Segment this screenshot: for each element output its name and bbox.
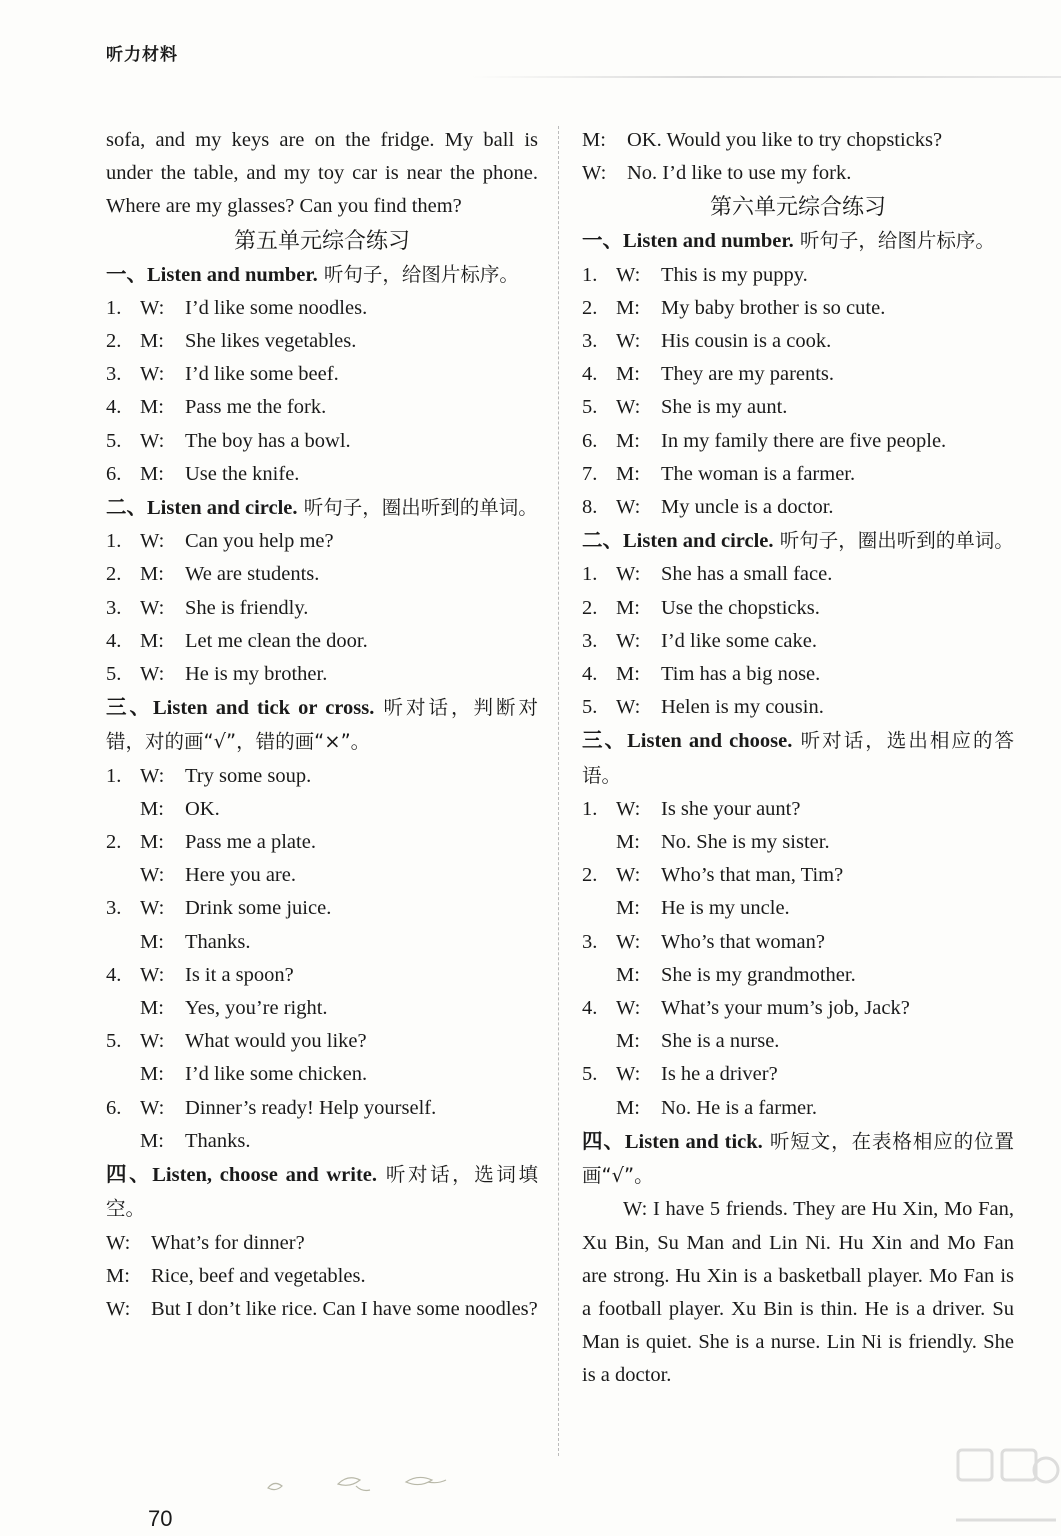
- speaker-label: M:: [140, 563, 164, 586]
- section-title-cn: 听句子，给图片标序。: [793, 229, 995, 253]
- section-number: 三、: [582, 730, 628, 753]
- item-number: 3.: [106, 363, 122, 386]
- dialog-line: [106, 1260, 538, 1293]
- speaker-label: M:: [140, 997, 164, 1020]
- unit5-title: 第五单元综合练习: [233, 228, 410, 254]
- item-text: What would you like?: [185, 1030, 367, 1053]
- indent-spacer: [582, 826, 616, 859]
- item-text: Helen is my cousin.: [661, 696, 824, 719]
- item-number: 2.: [582, 596, 598, 619]
- item-text: I’d like some beef.: [185, 363, 339, 386]
- section-title-en: Listen and circle.: [623, 530, 774, 553]
- list-item: [582, 859, 1014, 892]
- item-text: Is she your aunt?: [661, 797, 801, 820]
- item-text: She is my aunt.: [661, 396, 788, 419]
- speaker-label: W:: [616, 563, 641, 586]
- list-item-reply: [106, 793, 538, 826]
- item-number: 7.: [582, 462, 598, 485]
- item-text: OK.: [185, 797, 220, 820]
- section-heading: [582, 1125, 1014, 1193]
- item-number: 1.: [106, 296, 122, 319]
- speaker-label: W:: [140, 429, 165, 452]
- right-column: [582, 124, 1014, 1393]
- indent-spacer: [106, 926, 140, 959]
- dialog-text: No. I’d like to use my fork.: [627, 162, 852, 185]
- list-item: [582, 325, 1014, 358]
- item-text: Pass me a plate.: [185, 831, 316, 854]
- list-item: [582, 992, 1014, 1025]
- speaker-label: M:: [616, 429, 640, 452]
- speaker-label: W:: [106, 1231, 131, 1254]
- list-item: [582, 358, 1014, 391]
- decorative-leaf-ornament: [238, 1470, 468, 1500]
- item-text: They are my parents.: [661, 363, 835, 386]
- item-number: 4.: [106, 963, 122, 986]
- list-item: [582, 425, 1014, 458]
- item-number: 1.: [582, 563, 598, 586]
- dialog-text: Rice, beef and vegetables.: [151, 1264, 366, 1287]
- list-item: [582, 391, 1014, 424]
- speaker-label: W:: [616, 797, 641, 820]
- list-item: [106, 325, 538, 358]
- speaker-label: W:: [140, 897, 165, 920]
- list-item: [106, 525, 538, 558]
- item-number: 1.: [106, 530, 122, 553]
- speaker-label: W:: [616, 1063, 641, 1086]
- item-text: I’d like some cake.: [661, 629, 817, 652]
- section-heading: [582, 724, 1014, 792]
- dialog-line: [106, 1227, 538, 1260]
- item-text: Try some soup.: [185, 764, 312, 787]
- speaker-label: M:: [582, 129, 606, 151]
- speaker-label: M:: [140, 831, 164, 854]
- item-text: Let me clean the door.: [185, 629, 368, 652]
- speaker-label: W:: [616, 997, 641, 1020]
- left-column: [106, 124, 538, 1326]
- column-divider: [558, 126, 559, 1456]
- item-text: She is my grandmother.: [661, 963, 856, 986]
- indent-spacer: [106, 1125, 140, 1158]
- page-number: 70: [148, 1506, 173, 1531]
- list-item: [106, 558, 538, 591]
- speaker-label: W:: [582, 162, 607, 185]
- list-item: [106, 358, 538, 391]
- speaker-label: W:: [140, 764, 165, 787]
- list-item: [106, 826, 538, 859]
- speaker-label: M:: [140, 930, 164, 953]
- left-s4-dialog: [106, 1227, 538, 1327]
- right-s3-list: [582, 793, 1014, 1125]
- list-item-reply: [582, 1092, 1014, 1125]
- list-item: [582, 793, 1014, 826]
- item-text: Is it a spoon?: [185, 963, 294, 986]
- section-title-en: Listen and circle.: [147, 497, 298, 520]
- list-item: [106, 625, 538, 658]
- section-number: 四、: [106, 1164, 153, 1187]
- speaker-label: M:: [616, 1030, 640, 1053]
- item-number: 2.: [106, 831, 122, 854]
- speaker-label: M:: [616, 663, 640, 686]
- section-title-en: Listen, choose and write.: [152, 1164, 378, 1187]
- speaker-label: W:: [616, 696, 641, 719]
- section-title-cn: 听句子，圈出听到的单词。: [297, 496, 538, 520]
- item-number: 2.: [582, 864, 598, 887]
- list-item-reply: [106, 1058, 538, 1091]
- speaker-label: W:: [616, 330, 641, 353]
- item-text: We are students.: [185, 563, 320, 586]
- list-item-reply: [582, 826, 1014, 859]
- speaker-label: W:: [140, 363, 165, 386]
- speaker-label: W:: [140, 663, 165, 686]
- section-title-en: Listen and tick.: [624, 1130, 763, 1153]
- speaker-label: W:: [616, 930, 641, 953]
- list-item: [582, 259, 1014, 292]
- section-heading: [106, 491, 538, 525]
- item-number: 5.: [106, 1030, 122, 1053]
- item-text: Can you help me?: [185, 530, 334, 553]
- list-item: [582, 491, 1014, 524]
- right-s2-list: [582, 558, 1014, 724]
- item-text: Pass me the fork.: [185, 396, 327, 419]
- section-title-cn: 听句子，圈出听到的单词。: [773, 529, 1014, 553]
- item-text: This is my puppy.: [661, 263, 808, 286]
- right-s1-list: [582, 259, 1014, 525]
- speaker-label: M:: [616, 897, 640, 920]
- section-number: 四、: [582, 1130, 625, 1153]
- indent-spacer: [582, 1092, 616, 1125]
- item-number: 5.: [582, 1063, 598, 1086]
- item-text: Use the chopsticks.: [661, 596, 820, 619]
- list-item: [106, 1025, 538, 1058]
- item-text: His cousin is a cook.: [661, 330, 832, 353]
- item-text: She has a small face.: [661, 563, 833, 586]
- item-number: 5.: [106, 663, 122, 686]
- item-number: 5.: [582, 696, 598, 719]
- item-number: 1.: [582, 797, 598, 820]
- watermark-stamp-icon: [950, 1440, 1061, 1536]
- item-text: He is my brother.: [185, 663, 328, 686]
- item-number: 3.: [582, 930, 598, 953]
- item-number: 4.: [106, 396, 122, 419]
- item-text: Here you are.: [185, 864, 296, 887]
- item-text: Thanks.: [185, 1129, 251, 1152]
- item-number: 2.: [106, 330, 122, 353]
- section-heading: [582, 224, 1014, 258]
- list-item: [106, 959, 538, 992]
- item-number: 5.: [582, 396, 598, 419]
- item-text: Use the knife.: [185, 462, 300, 485]
- speaker-label: M:: [616, 963, 640, 986]
- speaker-label: M:: [140, 1129, 164, 1152]
- item-number: 3.: [106, 897, 122, 920]
- list-item: [582, 926, 1014, 959]
- list-item: [106, 658, 538, 691]
- list-item: [582, 592, 1014, 625]
- item-text: What’s your mum’s job, Jack?: [661, 997, 910, 1020]
- item-text: My baby brother is so cute.: [661, 296, 886, 319]
- list-item: [106, 292, 538, 325]
- intro-paragraph: sofa, and my keys are on the fridge. My ball is under the table, and my toy car is near the phone. Where are my glasses? Can you find them?: [106, 129, 538, 218]
- right-dialog-continued: [582, 124, 1014, 190]
- dialog-line: [582, 124, 1014, 157]
- item-text: Who’s that woman?: [661, 930, 825, 953]
- section-number: 二、: [582, 530, 623, 553]
- indent-spacer: [106, 992, 140, 1025]
- item-text: Tim has a big nose.: [661, 663, 821, 686]
- item-text: Dinner’s ready! Help yourself.: [185, 1096, 437, 1119]
- indent-spacer: [106, 1058, 140, 1091]
- section-title-en: Listen and number.: [147, 263, 318, 286]
- indent-spacer: [106, 793, 140, 826]
- list-item: [106, 391, 538, 424]
- list-item: [582, 658, 1014, 691]
- item-text: Who’s that man, Tim?: [661, 864, 844, 887]
- item-number: 4.: [106, 629, 122, 652]
- list-item: [106, 425, 538, 458]
- dialog-line: [106, 1293, 538, 1326]
- header-rule: [472, 76, 1061, 78]
- list-item-reply: [582, 959, 1014, 992]
- section-title-cn: 听对话，选出相应的答语。: [582, 729, 1014, 787]
- list-item: [106, 592, 538, 625]
- speaker-label: M:: [140, 396, 164, 419]
- speaker-label: W:: [140, 596, 165, 619]
- item-text: I’d like some chicken.: [185, 1063, 368, 1086]
- speaker-label: W:: [140, 1030, 165, 1053]
- unit6-title: 第六单元综合练习: [709, 195, 886, 221]
- speaker-label: W:: [616, 496, 641, 519]
- speaker-label: W:: [140, 530, 165, 553]
- item-number: 4.: [582, 997, 598, 1020]
- section-number: 一、: [106, 263, 147, 286]
- section-number: 一、: [582, 230, 623, 253]
- list-item: [106, 892, 538, 925]
- speaker-label: W:: [140, 296, 165, 319]
- speaker-label: M:: [616, 831, 640, 854]
- section-heading: [106, 691, 538, 759]
- item-number: 4.: [582, 363, 598, 386]
- section-heading: [582, 524, 1014, 558]
- left-s1-list: [106, 292, 538, 491]
- item-text: Yes, you’re right.: [185, 997, 328, 1020]
- speaker-label: M:: [616, 296, 640, 319]
- item-text: Thanks.: [185, 930, 251, 953]
- left-s3-list: [106, 760, 538, 1158]
- dialog-text: What’s for dinner?: [151, 1231, 305, 1254]
- speaker-label: W:: [140, 864, 165, 887]
- list-item-reply: [106, 859, 538, 892]
- speaker-label: W:: [616, 396, 641, 419]
- list-item-reply: [582, 892, 1014, 925]
- item-number: 3.: [582, 629, 598, 652]
- list-item-reply: [106, 992, 538, 1025]
- list-item: [582, 625, 1014, 658]
- section-number: 三、: [106, 697, 153, 720]
- section-title-cn: 听短文，在表格相应的位置画“√”。: [582, 1129, 1015, 1188]
- speaker-label: W:: [106, 1297, 131, 1320]
- section-title-cn: 听对话，判断对错，对的画“√”，错的画“×”。: [106, 696, 539, 754]
- list-item-reply: [582, 1025, 1014, 1058]
- indent-spacer: [582, 1025, 616, 1058]
- indent-spacer: [582, 892, 616, 925]
- item-text: Drink some juice.: [185, 897, 332, 920]
- item-text: She likes vegetables.: [185, 330, 357, 353]
- section-title-cn: 听对话，选词填空。: [106, 1163, 539, 1221]
- speaker-label: W:: [616, 864, 641, 887]
- speaker-label: W:: [140, 963, 165, 986]
- section-title-cn: 听句子，给图片标序。: [317, 262, 519, 286]
- item-text: She is friendly.: [185, 596, 309, 619]
- item-number: 3.: [582, 330, 598, 353]
- speaker-label: M:: [616, 1096, 640, 1119]
- item-number: 4.: [582, 663, 598, 686]
- passage: W: I have 5 friends. They are Hu Xin, Mo Fan, Xu Bin, Su Man and Lin Ni. Hu Xin and Mo Fan are strong. Hu Xin is a basketball player. Mo Fan is a football player. Xu Bin is thin. He is a driver. Su Man is quiet. She is a nurse. Lin Ni is friendly. She is a doctor.: [582, 1198, 1014, 1387]
- item-text: The boy has a bowl.: [185, 429, 351, 452]
- section-number: 二、: [106, 497, 147, 520]
- list-item-reply: [106, 926, 538, 959]
- item-number: 5.: [106, 429, 122, 452]
- speaker-label: M:: [616, 462, 640, 485]
- indent-spacer: [106, 859, 140, 892]
- list-item: [106, 458, 538, 491]
- header-label: 听力材料: [106, 45, 178, 65]
- left-s2-list: [106, 525, 538, 691]
- section-title-en: Listen and tick or cross.: [153, 697, 375, 720]
- item-text: Is he a driver?: [661, 1063, 778, 1086]
- dialog-text: OK. Would you like to try chopsticks?: [627, 129, 943, 151]
- speaker-label: M:: [106, 1264, 130, 1287]
- item-text: She is a nurse.: [661, 1030, 780, 1053]
- item-number: 2.: [582, 296, 598, 319]
- item-text: The woman is a farmer.: [661, 462, 856, 485]
- section-title-en: Listen and number.: [623, 230, 794, 253]
- item-number: 8.: [582, 496, 598, 519]
- section-heading: [106, 1158, 538, 1226]
- item-number: 6.: [106, 1096, 122, 1119]
- item-text: No. He is a farmer.: [661, 1096, 817, 1119]
- speaker-label: M:: [616, 596, 640, 619]
- item-text: No. She is my sister.: [661, 831, 830, 854]
- list-item: [582, 458, 1014, 491]
- speaker-label: M:: [140, 462, 164, 485]
- item-number: 2.: [106, 563, 122, 586]
- item-text: I’d like some noodles.: [185, 296, 368, 319]
- list-item: [106, 760, 538, 793]
- speaker-label: M:: [140, 1063, 164, 1086]
- speaker-label: M:: [140, 330, 164, 353]
- section-heading: [106, 258, 538, 292]
- list-item: [582, 292, 1014, 325]
- item-text: He is my uncle.: [661, 897, 790, 920]
- speaker-label: W:: [140, 1096, 165, 1119]
- item-number: 6.: [106, 462, 122, 485]
- item-text: In my family there are five people.: [661, 429, 947, 452]
- item-number: 6.: [582, 429, 598, 452]
- list-item-reply: [106, 1125, 538, 1158]
- list-item: [106, 1092, 538, 1125]
- speaker-label: M:: [616, 363, 640, 386]
- item-text: My uncle is a doctor.: [661, 496, 834, 519]
- list-item: [582, 691, 1014, 724]
- indent-spacer: [582, 959, 616, 992]
- speaker-label: W:: [616, 629, 641, 652]
- speaker-label: M:: [140, 797, 164, 820]
- dialog-line: [582, 157, 1014, 190]
- list-item: [582, 1058, 1014, 1091]
- list-item: [582, 558, 1014, 591]
- dialog-text: But I don’t like rice. Can I have some noodles?: [151, 1297, 538, 1320]
- item-number: 1.: [582, 263, 598, 286]
- speaker-label: M:: [140, 629, 164, 652]
- section-title-en: Listen and choose.: [627, 730, 793, 753]
- item-number: 1.: [106, 764, 122, 787]
- speaker-label: W:: [616, 263, 641, 286]
- item-number: 3.: [106, 596, 122, 619]
